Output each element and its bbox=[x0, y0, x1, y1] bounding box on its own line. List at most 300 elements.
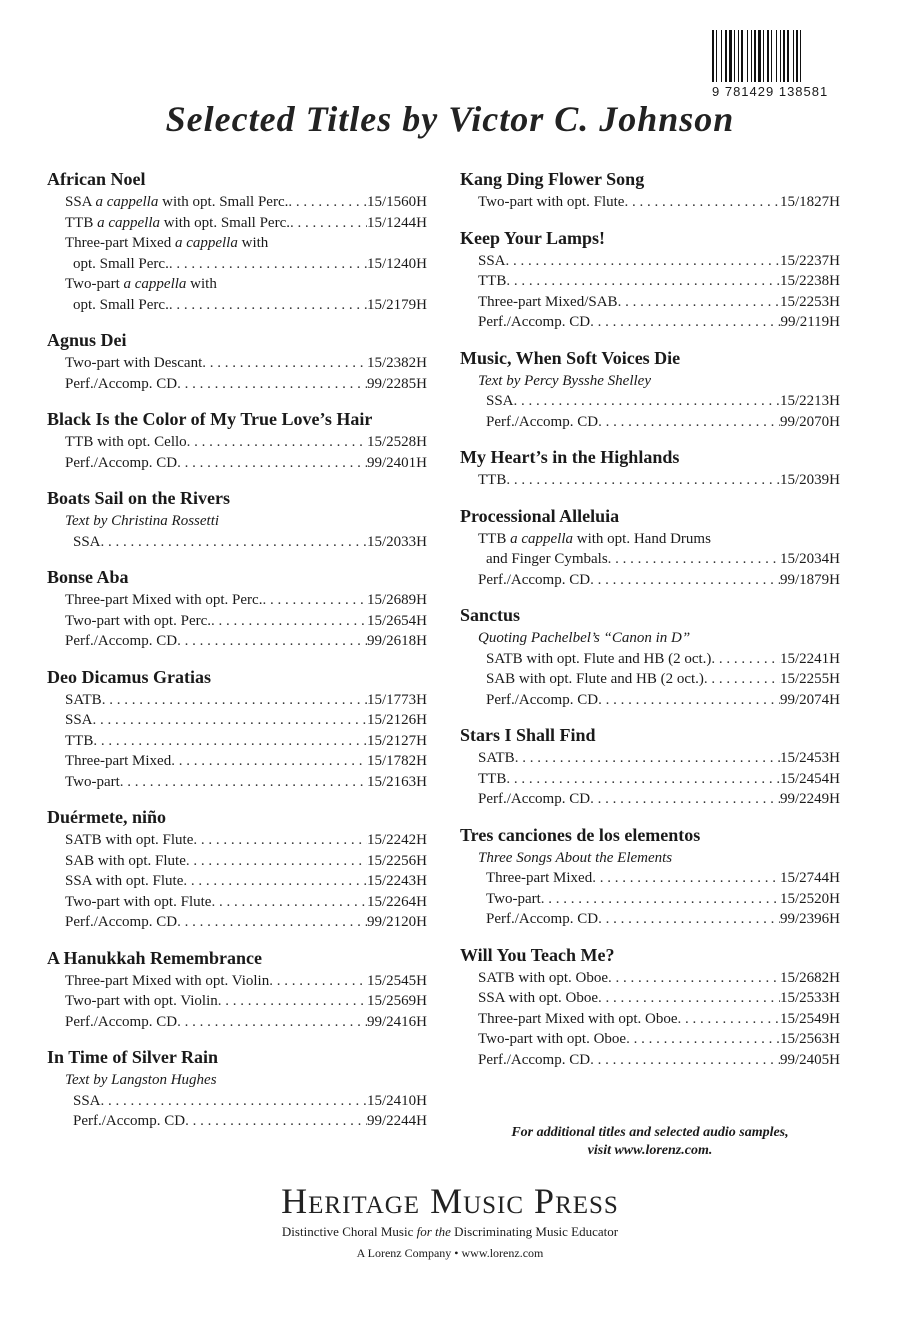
voicing-text: Perf./Accomp. CD bbox=[65, 375, 178, 392]
voicing-text: SSA bbox=[486, 393, 514, 409]
voicing-text: Three-part Mixed with opt. Violin bbox=[65, 972, 270, 989]
song-title: Boats Sail on the Rivers bbox=[47, 488, 231, 508]
edition-row bbox=[47, 532, 427, 553]
edition-row bbox=[460, 690, 840, 711]
voicing-text: Perf./Accomp. CD bbox=[486, 413, 599, 430]
edition-voicing bbox=[478, 748, 515, 769]
voicing-text: with opt. Hand Drums bbox=[573, 530, 711, 547]
song-title: A Hanukkah Remembrance bbox=[47, 947, 263, 968]
edition-voicing bbox=[65, 233, 268, 254]
barcode-bar bbox=[780, 30, 781, 82]
catalog-number: 99/2074H bbox=[780, 691, 840, 708]
dot-leader bbox=[515, 748, 780, 769]
edition-row bbox=[460, 889, 840, 910]
dot-leader bbox=[183, 871, 367, 892]
barcode-bar bbox=[758, 30, 761, 82]
website-note-line2: visit www.lorenz.com. bbox=[587, 1143, 713, 1158]
song-title: Deo Dicamus Gratias bbox=[47, 666, 211, 687]
voicing-text: SATB with opt. Flute and HB (2 oct.) bbox=[486, 650, 712, 667]
catalog-number: 99/2120H bbox=[367, 914, 427, 930]
dot-leader bbox=[506, 251, 780, 272]
edition-voicing bbox=[478, 192, 624, 213]
catalog-number: 15/2255H bbox=[780, 671, 840, 687]
dot-leader bbox=[288, 192, 367, 213]
title-entry bbox=[47, 806, 427, 933]
barcode-bar bbox=[751, 30, 752, 82]
edition-row bbox=[47, 374, 427, 395]
voicing-text: Two-part bbox=[65, 276, 124, 292]
edition-row bbox=[47, 590, 427, 611]
edition-voicing bbox=[486, 909, 598, 930]
barcode-bar bbox=[716, 30, 717, 82]
dot-leader bbox=[514, 391, 780, 412]
catalog-number: 99/2416H bbox=[367, 1013, 427, 1030]
voicing-text: with opt. Small Perc. bbox=[160, 214, 290, 231]
edition-row bbox=[460, 868, 840, 889]
dot-leader bbox=[506, 470, 780, 491]
barcode-bar bbox=[734, 30, 735, 82]
dot-leader bbox=[678, 1009, 780, 1030]
edition-voicing bbox=[65, 192, 288, 213]
edition-row bbox=[460, 988, 840, 1009]
text-credit: Quoting Pachelbel’s “Canon in D” bbox=[478, 630, 691, 646]
dot-leader bbox=[169, 295, 367, 316]
voicing-text: TTB with opt. Cello bbox=[65, 434, 187, 450]
title-entry bbox=[47, 487, 427, 552]
catalog-number: 15/2238H bbox=[780, 273, 840, 289]
song-title: Tres canciones de los elementos bbox=[460, 824, 701, 845]
barcode-bar bbox=[754, 30, 756, 82]
catalog-number: 15/2033H bbox=[367, 533, 427, 550]
voicing-text: SSA with opt. Flute bbox=[65, 873, 184, 889]
voicing-text: Two-part with opt. Perc. bbox=[65, 612, 212, 629]
voicing-text: Three-part Mixed bbox=[486, 870, 593, 886]
song-title: Processional Alleluia bbox=[460, 505, 620, 526]
edition-row bbox=[460, 570, 840, 591]
catalog-number: 99/2285H bbox=[367, 375, 427, 392]
catalog-number: 15/2528H bbox=[367, 434, 427, 450]
voicing-text: Perf./Accomp. CD bbox=[65, 633, 178, 649]
dot-leader bbox=[120, 772, 367, 793]
catalog-number: 15/2545H bbox=[367, 972, 427, 989]
edition-voicing bbox=[65, 353, 202, 374]
catalog-number: 15/2563H bbox=[780, 1031, 840, 1047]
catalog-number: 15/1782H bbox=[367, 753, 427, 769]
edition-voicing bbox=[486, 889, 541, 910]
dot-leader bbox=[598, 988, 780, 1009]
edition-voicing bbox=[65, 213, 290, 234]
voicing-text: with opt. Small Perc. bbox=[158, 194, 289, 210]
voicing-text: Perf./Accomp. CD bbox=[65, 914, 178, 930]
barcode-bar bbox=[783, 30, 785, 82]
catalog-number: 15/2520H bbox=[780, 890, 840, 907]
voicing-italic: a cappella bbox=[510, 530, 573, 547]
voicing-text: Two-part with Descant bbox=[65, 355, 203, 371]
voicing-text: and Finger Cymbals bbox=[486, 551, 608, 567]
dot-leader bbox=[608, 968, 780, 989]
voicing-text: Two-part with opt. Violin bbox=[65, 993, 218, 1009]
edition-voicing bbox=[65, 971, 269, 992]
song-title: Music, When Soft Voices Die bbox=[460, 347, 681, 368]
catalog-number: 99/2401H bbox=[367, 454, 427, 471]
edition-voicing bbox=[65, 374, 177, 395]
edition-voicing bbox=[73, 532, 101, 553]
edition-voicing bbox=[65, 830, 193, 851]
barcode-bar bbox=[738, 30, 739, 82]
dot-leader bbox=[598, 909, 780, 930]
catalog-number: 15/2127H bbox=[367, 732, 427, 749]
tagline-part: Distinctive Choral Music bbox=[281, 1224, 417, 1239]
edition-voicing bbox=[65, 991, 218, 1012]
barcode-bar bbox=[763, 30, 764, 82]
barcode-bar bbox=[796, 30, 798, 82]
dot-leader bbox=[211, 611, 367, 632]
dot-leader bbox=[177, 374, 367, 395]
catalog-number: 15/2237H bbox=[780, 252, 840, 269]
edition-row bbox=[47, 1091, 427, 1112]
edition-row bbox=[47, 892, 427, 913]
catalog-number: 15/2682H bbox=[780, 969, 840, 986]
text-credit: Text by Christina Rossetti bbox=[65, 513, 220, 529]
dot-leader bbox=[102, 690, 367, 711]
catalog-number: 15/2453H bbox=[780, 750, 840, 766]
dot-leader bbox=[598, 412, 780, 433]
edition-row bbox=[460, 292, 840, 313]
catalog-number: 15/1827H bbox=[780, 194, 840, 210]
voicing-text: Perf./Accomp. CD bbox=[65, 1013, 178, 1030]
voicing-text: SAB with opt. Flute bbox=[65, 852, 186, 869]
barcode-bar bbox=[776, 30, 777, 82]
edition-voicing bbox=[73, 295, 169, 316]
barcode-bar bbox=[787, 30, 789, 82]
voicing-text: TTB bbox=[65, 732, 94, 749]
voicing-text: SAB with opt. Flute and HB (2 oct.) bbox=[486, 671, 704, 687]
voicing-text: Perf./Accomp. CD bbox=[73, 1113, 186, 1129]
catalog-number: 15/2179H bbox=[367, 296, 427, 313]
publisher-brand bbox=[0, 1180, 900, 1261]
dot-leader bbox=[177, 631, 367, 652]
edition-voicing bbox=[65, 432, 187, 453]
edition-row bbox=[47, 274, 427, 295]
voicing-text: Perf./Accomp. CD bbox=[478, 571, 591, 588]
title-entry bbox=[460, 604, 840, 710]
edition-row bbox=[47, 254, 427, 275]
edition-row bbox=[460, 470, 840, 491]
edition-row bbox=[460, 909, 840, 930]
text-credit: Three Songs About the Elements bbox=[478, 849, 673, 866]
song-title: Bonse Aba bbox=[47, 567, 129, 587]
catalog-number: 15/2253H bbox=[780, 293, 840, 310]
page-title: Selected Titles by Victor C. Johnson bbox=[165, 99, 735, 139]
voicing-text: SSA with opt. Oboe bbox=[478, 990, 599, 1006]
song-title: Keep Your Lamps! bbox=[460, 227, 606, 248]
catalog-number: 15/2454H bbox=[780, 770, 840, 787]
catalog-number: 99/2618H bbox=[367, 633, 427, 649]
voicing-text: SSA bbox=[73, 533, 101, 550]
barcode-bars bbox=[712, 30, 840, 82]
edition-row bbox=[460, 251, 840, 272]
dot-leader bbox=[506, 769, 780, 790]
edition-row bbox=[47, 690, 427, 711]
voicing-text: SSA bbox=[65, 194, 96, 210]
dot-leader bbox=[211, 892, 367, 913]
catalog-number: 99/1879H bbox=[780, 571, 840, 588]
edition-voicing bbox=[478, 789, 590, 810]
dot-leader bbox=[262, 590, 367, 611]
left-column bbox=[47, 168, 427, 1146]
edition-voicing bbox=[65, 731, 93, 752]
voicing-text: SSA bbox=[478, 252, 506, 269]
edition-row bbox=[47, 971, 427, 992]
dot-leader bbox=[704, 669, 780, 690]
edition-row bbox=[460, 192, 840, 213]
voicing-text: SSA bbox=[73, 1092, 101, 1109]
publisher-address: A Lorenz Company • www.lorenz.com bbox=[356, 1246, 544, 1260]
voicing-text: SATB bbox=[478, 750, 515, 766]
edition-row bbox=[47, 631, 427, 652]
catalog-number: 99/2405H bbox=[780, 1051, 840, 1068]
voicing-text: opt. Small Perc. bbox=[73, 296, 169, 313]
edition-row bbox=[460, 412, 840, 433]
edition-row bbox=[47, 710, 427, 731]
voicing-text: SSA bbox=[65, 712, 93, 728]
edition-voicing bbox=[478, 1009, 678, 1030]
voicing-text: Two-part bbox=[65, 773, 120, 790]
catalog-number: 15/2410H bbox=[367, 1092, 427, 1109]
catalog-number: 15/1773H bbox=[367, 691, 427, 708]
catalog-number: 99/2070H bbox=[780, 413, 840, 430]
voicing-text: Perf./Accomp. CD bbox=[478, 314, 591, 330]
barcode-bar bbox=[712, 30, 714, 82]
dot-leader bbox=[590, 312, 780, 333]
title-entry bbox=[460, 505, 840, 591]
voicing-text: TTB bbox=[478, 770, 507, 787]
edition-voicing bbox=[65, 871, 183, 892]
dot-leader bbox=[590, 570, 780, 591]
song-title: Will You Teach Me? bbox=[460, 944, 615, 965]
dot-leader bbox=[193, 830, 367, 851]
catalog-number: 15/2256H bbox=[367, 852, 427, 869]
voicing-text: Three-part Mixed/SAB bbox=[478, 293, 618, 310]
catalog-number: 15/2654H bbox=[367, 612, 427, 629]
title-entry bbox=[460, 168, 840, 213]
dot-leader bbox=[187, 432, 367, 453]
voicing-text: Three-part Mixed bbox=[65, 753, 172, 769]
voicing-text: TTB bbox=[478, 273, 507, 289]
edition-row bbox=[460, 789, 840, 810]
voicing-italic: a cappella bbox=[174, 235, 238, 251]
edition-row bbox=[47, 295, 427, 316]
edition-voicing bbox=[65, 590, 262, 611]
edition-voicing bbox=[65, 611, 211, 632]
catalog-number: 15/2689H bbox=[367, 592, 427, 608]
edition-row bbox=[47, 991, 427, 1012]
edition-voicing bbox=[478, 988, 598, 1009]
voicing-text: SATB with opt. Flute bbox=[65, 832, 194, 848]
voicing-text: SATB bbox=[65, 691, 102, 708]
right-column bbox=[460, 168, 840, 1084]
edition-voicing bbox=[478, 1050, 590, 1071]
voicing-text: Three-part Mixed bbox=[65, 235, 175, 251]
dot-leader bbox=[618, 292, 780, 313]
edition-row bbox=[460, 312, 840, 333]
dot-leader bbox=[177, 453, 367, 474]
edition-voicing bbox=[65, 631, 177, 652]
dot-leader bbox=[177, 1012, 367, 1033]
title-entry bbox=[460, 944, 840, 1071]
edition-voicing bbox=[478, 769, 506, 790]
edition-row bbox=[47, 233, 427, 254]
song-title: African Noel bbox=[47, 169, 146, 189]
catalog-number: 15/2163H bbox=[367, 773, 427, 790]
title-entry bbox=[47, 1046, 427, 1132]
catalog-number: 99/2249H bbox=[780, 791, 840, 807]
website-note bbox=[460, 1124, 840, 1160]
edition-voicing bbox=[486, 868, 592, 889]
song-title: Kang Ding Flower Song bbox=[460, 169, 645, 189]
barcode-bar bbox=[725, 30, 727, 82]
catalog-number: 15/2264H bbox=[367, 893, 427, 910]
voicing-text: opt. Small Perc. bbox=[73, 255, 169, 272]
publisher-logo-name: Heritage Music Press bbox=[281, 1181, 619, 1221]
voicing-text: Two-part with opt. Flute bbox=[65, 893, 212, 910]
edition-row bbox=[460, 391, 840, 412]
catalog-number: 15/2213H bbox=[780, 393, 840, 409]
edition-voicing bbox=[478, 570, 590, 591]
voicing-text: Perf./Accomp. CD bbox=[478, 1051, 591, 1068]
voicing-text: Two-part with opt. Flute bbox=[478, 194, 625, 210]
song-title: Stars I Shall Find bbox=[460, 725, 596, 745]
isbn-number: 9 781429 138581 bbox=[712, 84, 829, 99]
dot-leader bbox=[598, 690, 780, 711]
catalog-number: 15/1560H bbox=[367, 194, 427, 210]
dot-leader bbox=[185, 1111, 367, 1132]
voicing-text: with bbox=[237, 235, 269, 251]
voicing-text: with bbox=[186, 276, 217, 292]
catalog-number: 15/2382H bbox=[367, 355, 427, 371]
text-credit: Text by Langston Hughes bbox=[65, 1072, 217, 1088]
dot-leader bbox=[711, 649, 780, 670]
voicing-text: Three-part Mixed with opt. Oboe bbox=[478, 1010, 678, 1027]
catalog-number: 15/2744H bbox=[780, 870, 840, 886]
title-entry bbox=[460, 446, 840, 491]
edition-row bbox=[460, 529, 840, 550]
edition-voicing bbox=[65, 892, 211, 913]
edition-row bbox=[460, 1050, 840, 1071]
tagline-part: Discriminating Music Educator bbox=[450, 1224, 619, 1239]
dot-leader bbox=[608, 549, 780, 570]
edition-voicing bbox=[478, 470, 506, 491]
edition-row bbox=[47, 453, 427, 474]
edition-voicing bbox=[478, 968, 608, 989]
voicing-text: Perf./Accomp. CD bbox=[486, 911, 599, 927]
barcode-bar bbox=[800, 30, 801, 82]
edition-voicing bbox=[486, 669, 704, 690]
title-entry bbox=[47, 168, 427, 315]
title-entry bbox=[47, 329, 427, 394]
voicing-text: SATB with opt. Oboe bbox=[478, 969, 609, 986]
edition-voicing bbox=[65, 912, 177, 933]
edition-row bbox=[460, 1029, 840, 1050]
catalog-number: 15/2126H bbox=[367, 712, 427, 728]
catalog-number: 99/2119H bbox=[780, 314, 840, 330]
edition-row bbox=[47, 213, 427, 234]
dot-leader bbox=[592, 868, 780, 889]
edition-voicing bbox=[65, 710, 93, 731]
barcode-bar bbox=[771, 30, 772, 82]
catalog-number: 15/1244H bbox=[367, 214, 427, 231]
catalog-number: 15/2039H bbox=[780, 472, 840, 488]
voicing-italic: a cappella bbox=[123, 276, 187, 292]
edition-row bbox=[47, 830, 427, 851]
edition-voicing bbox=[478, 1029, 626, 1050]
dot-leader bbox=[624, 192, 780, 213]
song-title: Sanctus bbox=[460, 605, 521, 625]
catalog-number: 15/2549H bbox=[780, 1010, 840, 1027]
voicing-text: TTB bbox=[478, 530, 511, 547]
dot-leader bbox=[218, 991, 367, 1012]
edition-row bbox=[47, 751, 427, 772]
edition-row bbox=[47, 1111, 427, 1132]
dot-leader bbox=[101, 1091, 367, 1112]
barcode bbox=[712, 30, 840, 99]
text-credit: Text by Percy Bysshe Shelley bbox=[478, 372, 651, 389]
dot-leader bbox=[93, 710, 367, 731]
publisher-tagline bbox=[0, 1224, 900, 1240]
voicing-text: Two-part with opt. Oboe bbox=[478, 1031, 627, 1047]
dot-leader bbox=[101, 532, 367, 553]
catalog-number: 15/1240H bbox=[367, 255, 427, 272]
song-title: Black Is the Color of My True Love’s Hair bbox=[47, 409, 373, 429]
catalog-number: 15/2533H bbox=[780, 990, 840, 1006]
edition-voicing bbox=[486, 391, 514, 412]
dot-leader bbox=[541, 889, 780, 910]
barcode-bar bbox=[721, 30, 722, 82]
edition-voicing bbox=[73, 1091, 101, 1112]
edition-row bbox=[47, 731, 427, 752]
edition-voicing bbox=[478, 312, 590, 333]
dot-leader bbox=[506, 271, 780, 292]
edition-row bbox=[460, 1009, 840, 1030]
title-entry bbox=[460, 347, 840, 433]
dot-leader bbox=[93, 731, 367, 752]
title-entry bbox=[47, 947, 427, 1033]
edition-row bbox=[460, 968, 840, 989]
edition-row bbox=[47, 611, 427, 632]
edition-voicing bbox=[65, 453, 177, 474]
barcode-bar bbox=[741, 30, 743, 82]
edition-row bbox=[47, 871, 427, 892]
dot-leader bbox=[186, 851, 367, 872]
dot-leader bbox=[177, 912, 367, 933]
voicing-text: Three-part Mixed with opt. Perc. bbox=[65, 592, 263, 608]
voicing-text: Perf./Accomp. CD bbox=[65, 454, 178, 471]
edition-voicing bbox=[65, 751, 171, 772]
edition-row bbox=[460, 769, 840, 790]
edition-row bbox=[460, 549, 840, 570]
edition-row bbox=[47, 1012, 427, 1033]
edition-row bbox=[460, 669, 840, 690]
dot-leader bbox=[626, 1029, 780, 1050]
song-title: Agnus Dei bbox=[47, 330, 127, 350]
catalog-number: 15/2242H bbox=[367, 832, 427, 848]
tagline-italic: for the bbox=[416, 1224, 451, 1239]
catalog-number: 99/2244H bbox=[367, 1113, 427, 1129]
edition-row bbox=[47, 192, 427, 213]
voicing-text: Perf./Accomp. CD bbox=[486, 691, 599, 708]
title-entry bbox=[47, 666, 427, 793]
voicing-italic: a cappella bbox=[95, 194, 159, 210]
